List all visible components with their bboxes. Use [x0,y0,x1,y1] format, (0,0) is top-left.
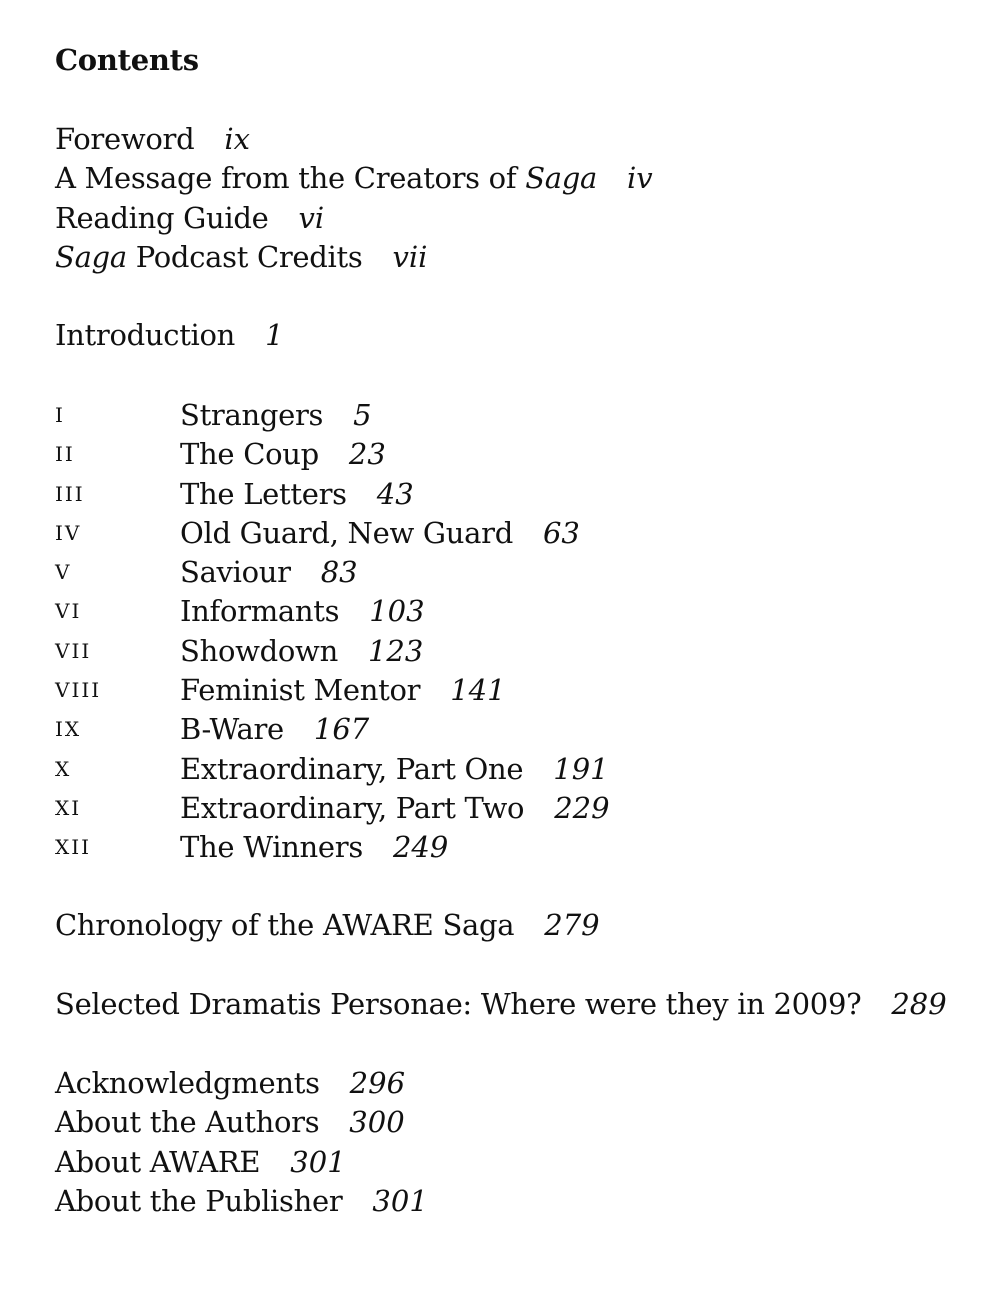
toc-entry-chapter[interactable] [55,396,610,435]
entry-title: Feminist Mentor [180,673,421,708]
page-number: 296 [349,1066,406,1100]
chapter-number: II [55,442,75,467]
page-number: 123 [367,633,424,668]
entry-title: The Winners [180,830,363,865]
toc-entry-about-aware[interactable] [55,1143,428,1182]
page-number: 279 [544,908,600,942]
toc-entry-chapter[interactable] [55,828,610,867]
toc-entry-podcast-credits[interactable] [55,238,653,277]
page-number: 103 [369,594,425,629]
toc-entry-about-authors[interactable] [55,1103,428,1142]
entry-title: Informants [180,594,340,629]
page-number: 289 [891,987,947,1021]
chapter-number: VI [55,599,82,624]
toc-entry-acknowledgments[interactable] [55,1064,428,1103]
chapter-number: IX [55,717,82,742]
chapter-number: XI [55,795,82,820]
page-number: vii [392,239,428,274]
toc-entry-chapter[interactable] [55,435,610,474]
entry-title: Acknowledgments [55,1066,320,1100]
page-number: 141 [450,673,506,708]
page-number: 63 [542,515,580,550]
entry-title: Old Guard, New Guard [180,515,513,550]
entry-title: Extraordinary, Part One [180,751,524,786]
page-number: 191 [553,751,609,786]
toc-entry-chapter[interactable] [55,750,610,789]
chapter-number: VII [55,638,92,663]
introduction-section [55,316,284,355]
toc-entry-about-publisher[interactable] [55,1182,428,1221]
toc-entry-chronology[interactable] [55,906,600,945]
chapter-number: III [55,481,85,506]
chapter-number: V [55,560,72,585]
entry-title: About the Authors [55,1105,320,1140]
toc-entry-chapter[interactable] [55,592,610,631]
entry-title: About the Publisher [55,1183,343,1218]
page-title: Contents [55,43,199,77]
toc-entry-chapter[interactable] [55,553,610,592]
toc-entry-chapter[interactable] [55,475,610,514]
page-number: 43 [376,476,414,511]
entry-title-italic: Saga [525,161,598,196]
entry-title: A Message from the Creators of [55,161,526,196]
entry-title: Selected Dramatis Personae: Where were they in 2009? [55,987,862,1021]
chapter-number: VIII [55,678,102,703]
page-number: vi [298,200,325,235]
page-number: 23 [348,437,386,472]
entry-title: Saviour [180,555,291,590]
page-number: 301 [372,1183,428,1218]
front-matter-list [55,120,653,277]
entry-title: Introduction [55,318,236,352]
toc-entry-chapter[interactable] [55,671,610,710]
entry-title: About AWARE [55,1144,261,1179]
entry-title: The Coup [180,437,319,472]
entry-title: Podcast Credits [126,239,363,274]
toc-entry-foreword[interactable] [55,120,653,159]
chapter-number: I [55,403,65,427]
back-matter-list [55,1064,428,1221]
entry-title: Showdown [180,633,338,668]
toc-entry-reading-guide[interactable] [55,199,653,238]
page-number: 229 [554,790,610,825]
chronology-section [55,906,600,945]
entry-title: Foreword [55,122,195,156]
entry-title: Extraordinary, Part Two [180,790,525,825]
toc-entry-chapter[interactable] [55,789,610,828]
toc-entry-chapter[interactable] [55,514,610,553]
entry-title: B-Ware [180,712,284,747]
dramatis-section [55,985,947,1024]
toc-entry-chapter[interactable] [55,710,610,749]
chapter-number: XII [55,835,92,860]
page-number: 5 [353,398,372,432]
page-number: 301 [290,1144,346,1179]
entry-title: Strangers [180,398,324,432]
page-number: 83 [320,555,358,590]
toc-entry-dramatis-personae[interactable] [55,985,947,1024]
entry-title: The Letters [180,476,347,511]
entry-title: Reading Guide [55,200,269,235]
page-number: iv [627,161,653,196]
page-number: 300 [349,1105,405,1140]
entry-title: Chronology of the AWARE Saga [55,908,515,942]
page-number: 1 [265,318,284,352]
chapter-list [55,396,610,868]
toc-entry-introduction[interactable] [55,316,284,355]
page-number: ix [224,122,250,156]
chapter-number: X [55,756,72,781]
toc-entry-chapter[interactable] [55,632,610,671]
page-number: 167 [313,712,370,747]
toc-entry-message-from-creators[interactable] [55,159,653,198]
entry-title-italic: Saga [55,239,127,274]
page-number: 249 [392,830,449,865]
chapter-number: IV [55,520,82,545]
